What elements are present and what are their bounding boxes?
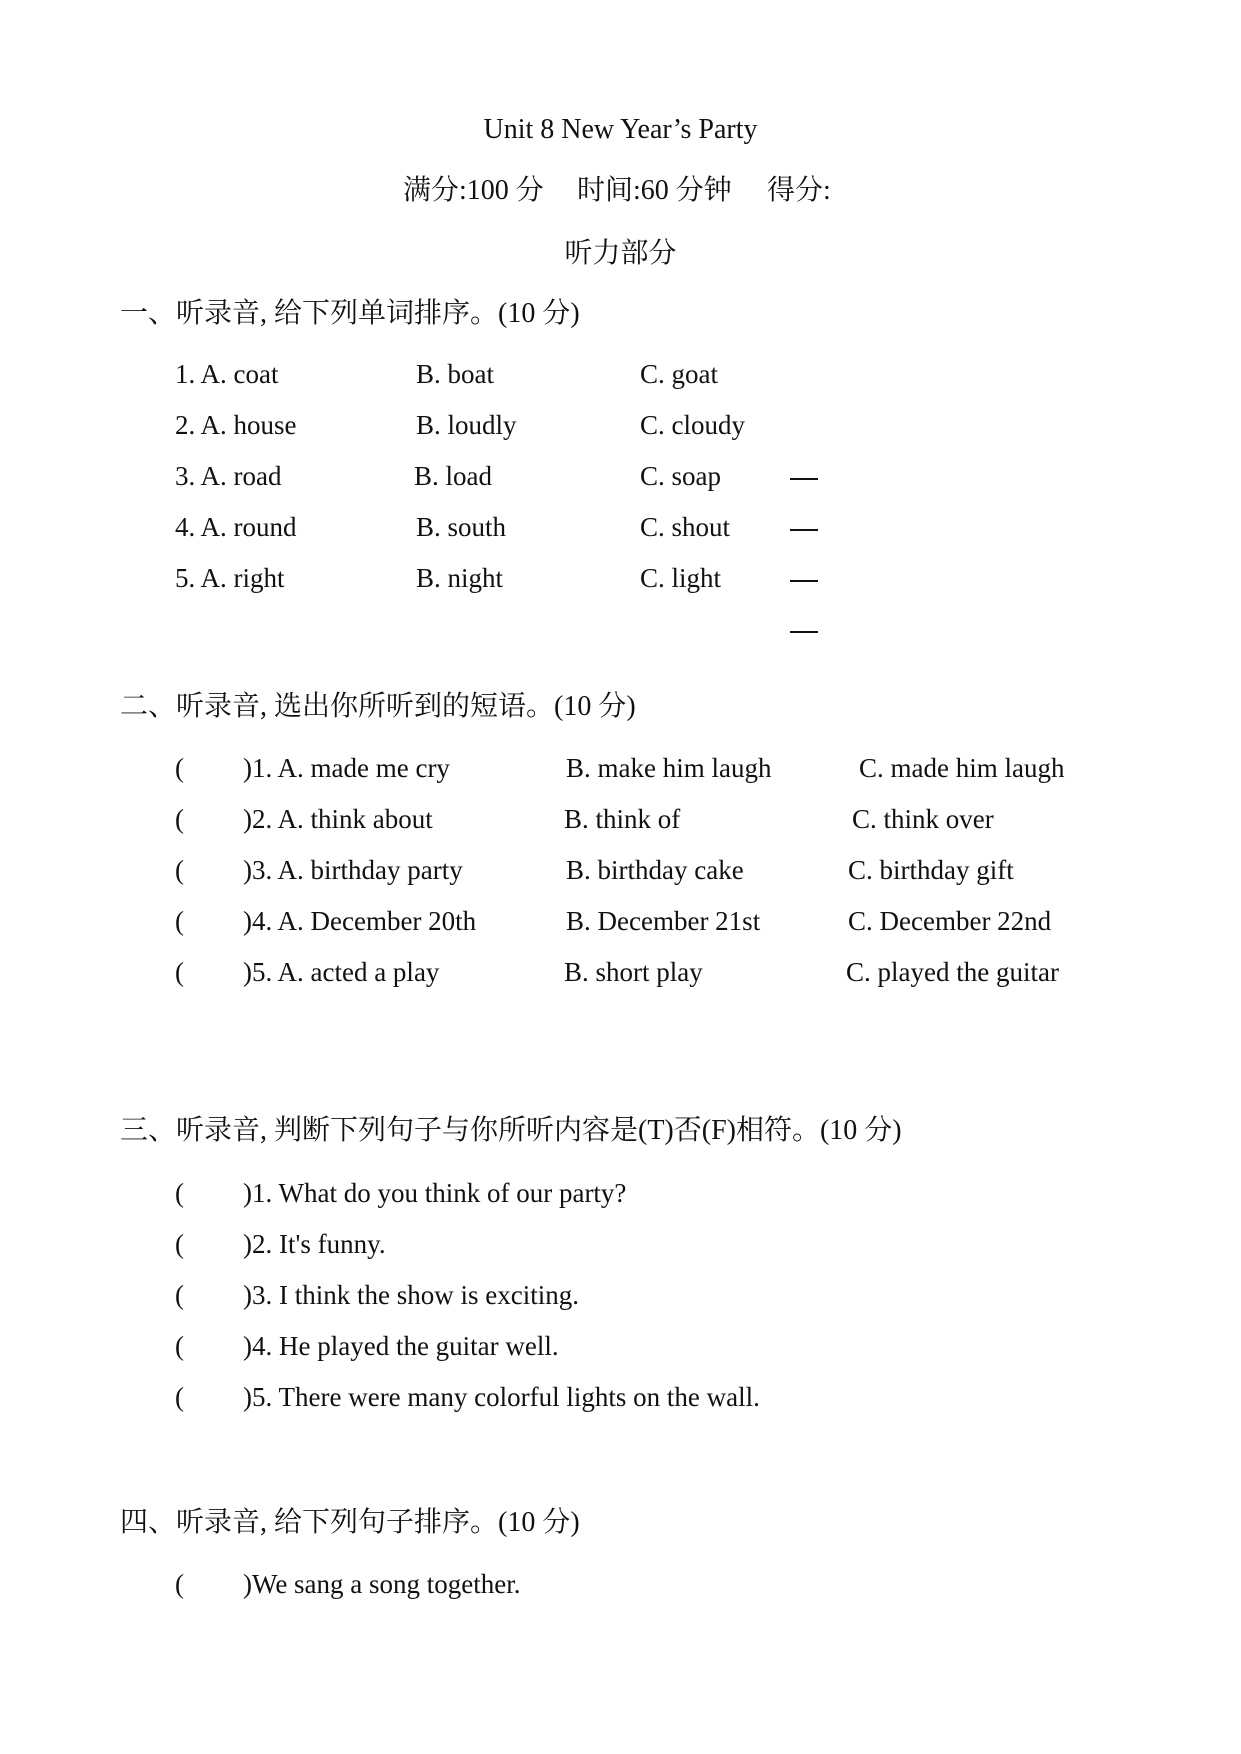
page-title: Unit 8 New Year’s Party: [483, 114, 758, 145]
score-label: 得分:: [767, 175, 831, 206]
section-4-title: 四、听录音, 给下列句子排序。(10 分): [120, 1507, 580, 1538]
s1-row-2-option-b: B. loudly: [416, 410, 517, 440]
s2-row-2-answer-paren[interactable]: (: [175, 804, 184, 834]
s3-row-4-answer-paren[interactable]: (: [175, 1331, 184, 1361]
s1-row-1-option-c: C. goat: [640, 359, 718, 389]
s2-row-5-answer-paren[interactable]: (: [175, 957, 184, 987]
s2-row-2-option-a: )2. A. think about: [243, 804, 433, 834]
s1-row-4-answer-blank[interactable]: [790, 580, 818, 582]
s1-row-2-option-a: 2. A. house: [175, 410, 297, 440]
s1-row-2-answer-blank[interactable]: [790, 478, 818, 480]
s2-row-1-option-c: C. made him laugh: [859, 753, 1065, 783]
s3-row-1-answer-paren[interactable]: (: [175, 1178, 184, 1208]
s1-row-2-option-c: C. cloudy: [640, 410, 745, 440]
s1-row-3-option-b: B. load: [414, 461, 492, 491]
s2-row-5-option-b: B. short play: [564, 957, 703, 987]
s1-row-4-option-a: 4. A. round: [175, 512, 297, 542]
s2-row-2-option-c: C. think over: [852, 804, 994, 834]
s3-row-5-statement: )5. There were many colorful lights on the wall.: [243, 1382, 760, 1412]
s2-row-4-option-a: )4. A. December 20th: [243, 906, 477, 936]
s1-row-5-option-c: C. light: [640, 563, 722, 593]
s1-row-5-option-a: 5. A. right: [175, 563, 285, 593]
s1-row-3-option-a: 3. A. road: [175, 461, 282, 491]
s1-row-5-option-b: B. night: [416, 563, 504, 593]
section-2-title: 二、听录音, 选出你所听到的短语。(10 分): [120, 691, 636, 722]
s2-row-4-option-c: C. December 22nd: [848, 906, 1052, 936]
s2-row-2-option-b: B. think of: [564, 804, 681, 834]
s3-row-2-statement: )2. It's funny.: [243, 1229, 386, 1259]
s2-row-3-option-a: )3. A. birthday party: [243, 855, 463, 885]
s2-row-4-answer-paren[interactable]: (: [175, 906, 184, 936]
s2-row-1-option-a: )1. A. made me cry: [243, 753, 450, 783]
s1-row-1-option-b: B. boat: [416, 359, 494, 389]
s1-row-5-answer-blank[interactable]: [790, 631, 818, 633]
s2-row-5-option-c: C. played the guitar: [846, 957, 1059, 987]
s1-row-4-option-c: C. shout: [640, 512, 731, 542]
time-label: 时间:60 分钟: [577, 175, 732, 206]
full-score-label: 满分:100 分: [403, 175, 544, 206]
s2-row-3-option-c: C. birthday gift: [848, 855, 1014, 885]
s2-row-1-answer-paren[interactable]: (: [175, 753, 184, 783]
s1-row-3-option-c: C. soap: [640, 461, 721, 491]
s1-row-3-answer-blank[interactable]: [790, 529, 818, 531]
s2-row-3-option-b: B. birthday cake: [566, 855, 744, 885]
section-1-title: 一、听录音, 给下列单词排序。(10 分): [120, 298, 580, 329]
s3-row-3-statement: )3. I think the show is exciting.: [243, 1280, 579, 1310]
s3-row-5-answer-paren[interactable]: (: [175, 1382, 184, 1412]
s2-row-1-option-b: B. make him laugh: [566, 753, 772, 783]
s2-row-4-option-b: B. December 21st: [566, 906, 761, 936]
s1-row-1-option-a: 1. A. coat: [175, 359, 279, 389]
s4-row-1-sentence: )We sang a song together.: [243, 1569, 521, 1599]
s1-row-4-option-b: B. south: [416, 512, 507, 542]
s4-row-1-answer-paren[interactable]: (: [175, 1569, 184, 1599]
s3-row-1-statement: )1. What do you think of our party?: [243, 1178, 627, 1208]
part-heading: 听力部分: [564, 238, 677, 269]
s3-row-2-answer-paren[interactable]: (: [175, 1229, 184, 1259]
section-3-title: 三、听录音, 判断下列句子与你所听内容是(T)否(F)相符。(10 分): [120, 1115, 902, 1146]
s2-row-3-answer-paren[interactable]: (: [175, 855, 184, 885]
s2-row-5-option-a: )5. A. acted a play: [243, 957, 440, 987]
s3-row-3-answer-paren[interactable]: (: [175, 1280, 184, 1310]
s3-row-4-statement: )4. He played the guitar well.: [243, 1331, 559, 1361]
